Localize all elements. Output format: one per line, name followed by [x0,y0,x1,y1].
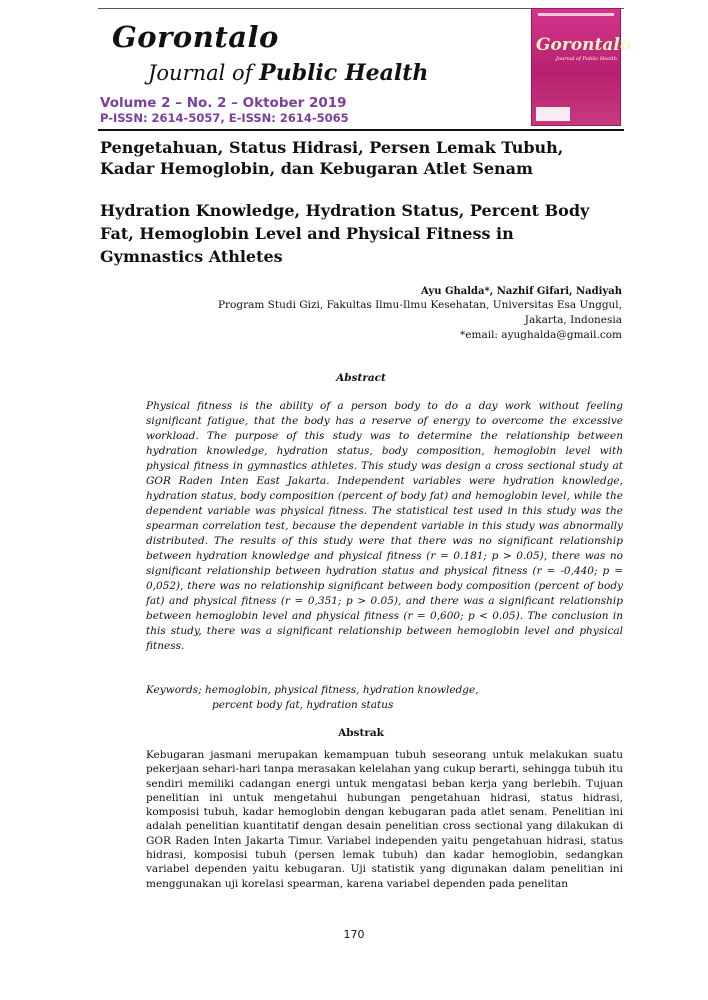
journal-cover-image [531,8,632,126]
volume-info: Volume 2 – No. 2 – Oktober 2019 [100,95,347,111]
author-email: *email: ayughalda@gmail.com [460,329,622,341]
affiliation-line2: Jakarta, Indonesia [524,314,622,326]
keywords [146,683,623,713]
keywords-line2: percent body fat, hydration status [212,699,394,711]
abstrak-body: Kebugaran jasmani merupakan kemampuan tubuh seseorang untuk melakukan suatu pekerjaan sehari-hari tanpa merasakan kelelahan yang cukup berarti, sehingga tubuh itu sendiri memiliki cadangan energi untuk mengatasi beban kerja yang berlebih. Tujuan penelitian ini untuk mengetahui hubungan pengetahuan hidrasi, status hidrasi, komposisi tubuh, kadar hemoglobin dengan kebugaran pada atlet senam. Penelitian ini adalah penelitian kuantitatif dengan desain penelitian cross sectional yang dilakukan di GOR Raden Inten Jakarta Timur. Variabel independen yaitu pengetahuan hidrasi, status hidrasi, komposisi tubuh (persen lemak tubuh) dan kadar hemoglobin, sedangkan variabel dependen yaitu kebugaran. Uji statistik yang digunakan dalam penelitian ini menggunakan uji korelasi spearman, karena variabel dependen pada penelitan [146,749,623,890]
keywords-line1: Keywords; hemoglobin, physical fitness, hydration knowledge, [146,684,479,696]
journal-logo: Gorontalo [112,20,279,54]
header-rule [98,129,624,131]
cover-footer-box [536,107,570,121]
journal-name-strong: Public Health [259,60,429,86]
abstrak-heading: Abstrak [338,727,384,739]
cover-top-band [538,13,614,16]
title-indonesian: Pengetahuan, Status Hidrasi, Persen Lemak Tubuh, Kadar Hemoglobin, dan Kebugaran Atlet Senam [100,138,564,178]
abstract-heading: Abstract [336,372,386,384]
title-english: Hydration Knowledge, Hydration Status, Percent Body Fat, Hemoglobin Level and Physical Fitness in Gymnastics Athletes [100,201,590,266]
abstract-body: Physical fitness is the ability of a person body to do a day work without feeling significant fatigue, that the body has a reserve of energy to overcome the excessive workload. The purpose of this study was to determine the relationship between hydration knowledge, hydration status, body composition, hemoglobin level with physical fitness in gymnastics athletes. This study was design a cross sectional study at GOR Raden Inten East Jakarta. Independent variables were hydration knowledge, hydration status, body composition (percent of body fat) and hemoglobin level, while the dependent variable was physical fitness. The statistical test used in this study was the spearman correlation test, because the dependent variable in this study was abnormally distributed. The results of this study were that there was no significant relationship between hydration knowledge and physical fitness (r = 0.181; p > 0.05), there was no significant relationship between hydration status and physical fitness (r = -0,440; p = 0,052), there was no relationship significant between body composition (percent of body fat) and physical fitness (r = 0,351; p > 0.05), and there was a significant relationship between hemoglobin level and physical fitness (r = 0,600; p < 0.05). The conclusion in this study, there was a significant relationship between hemoglobin level and physical fitness. [146,400,623,652]
page-number: 170 [343,928,365,941]
journal-prefix: Journal of [148,61,260,85]
cover-subtitle: Journal of Public Health [556,56,617,62]
journal-name [148,60,428,86]
cover-logo: Gorontalo [536,35,632,55]
authors: Ayu Ghalda*, Nazhif Gifari, Nadiyah [421,286,622,297]
affiliation [162,298,622,343]
issn-info: P-ISSN: 2614-5057, E-ISSN: 2614-5065 [100,111,349,125]
affiliation-line1: Program Studi Gizi, Fakultas Ilmu-Ilmu Kesehatan, Universitas Esa Unggul, [217,299,622,311]
